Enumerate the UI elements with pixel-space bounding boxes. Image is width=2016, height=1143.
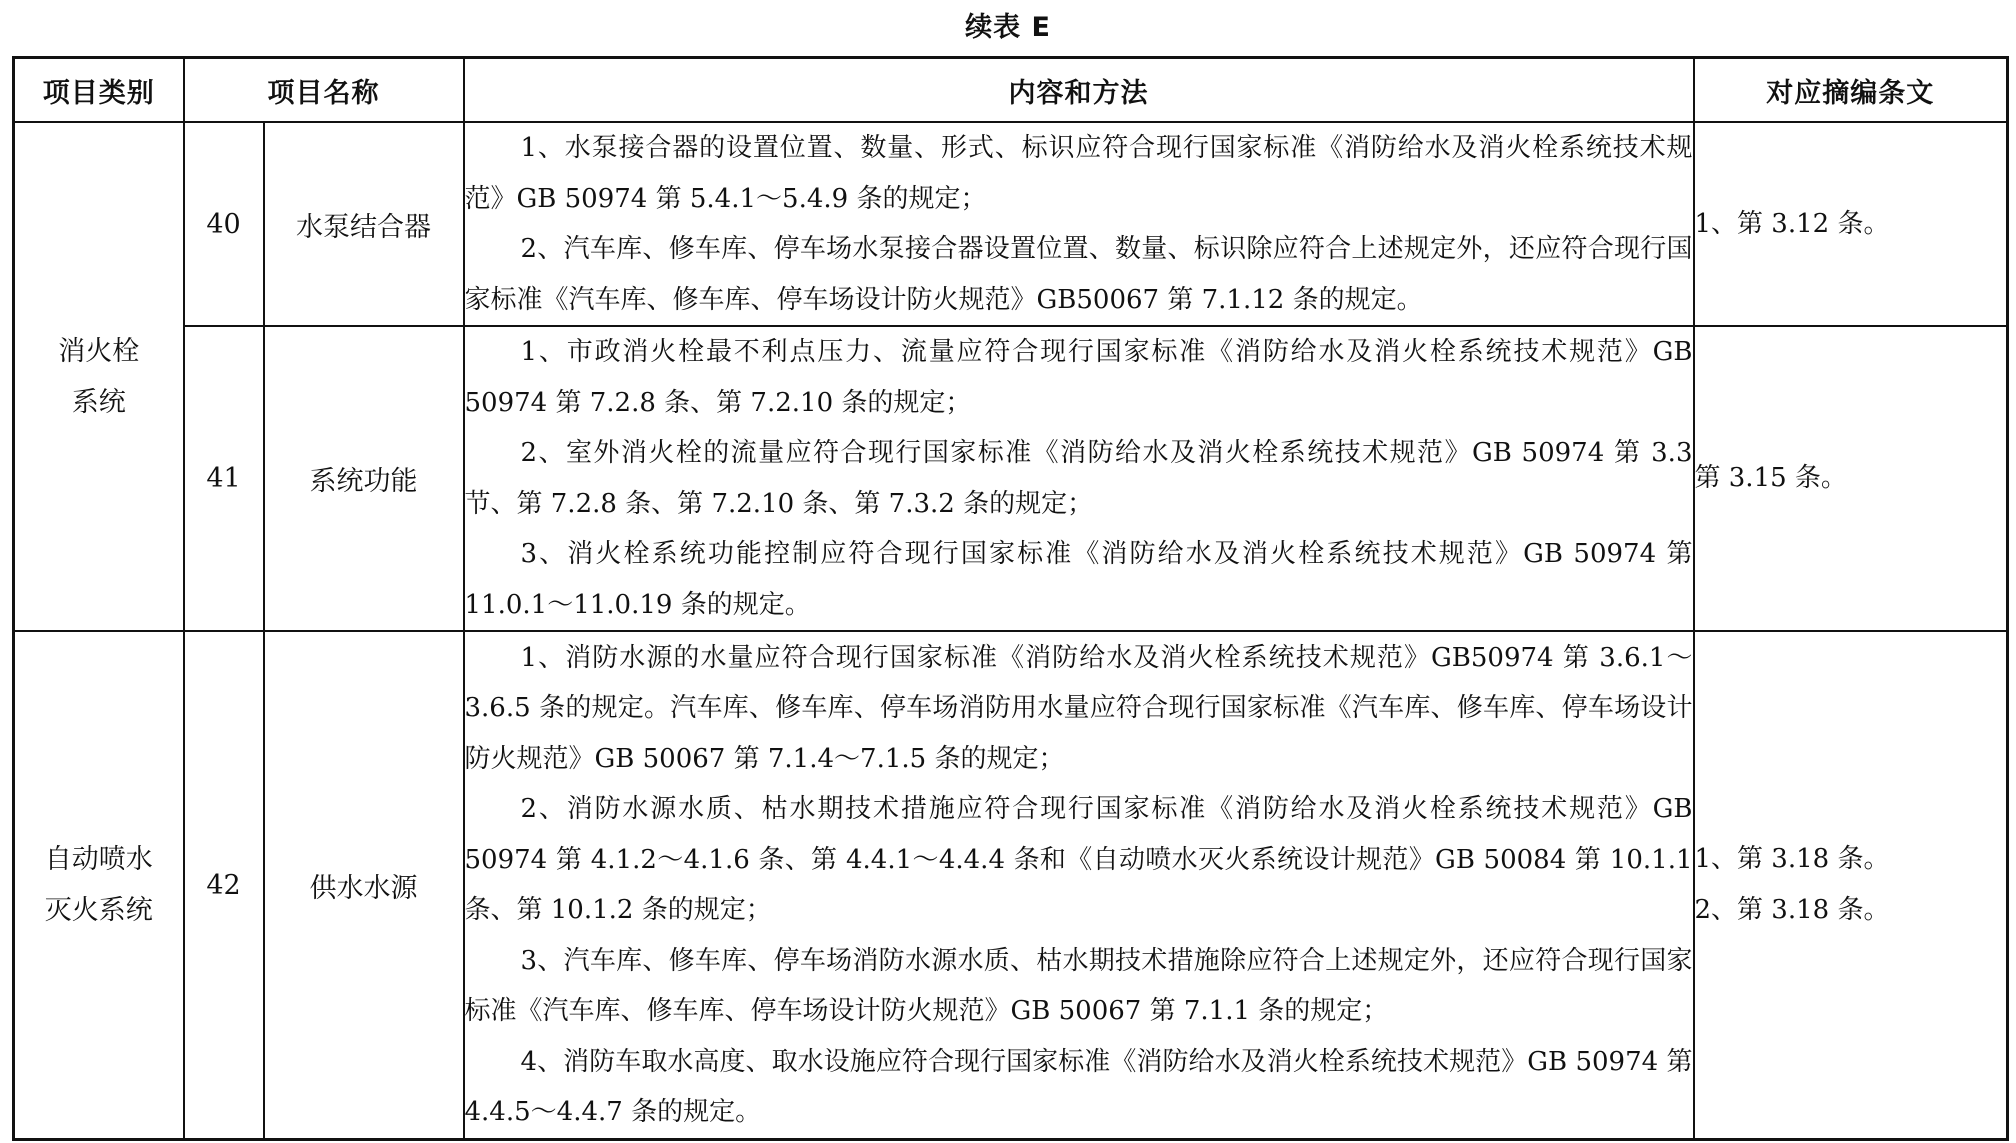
table-row xyxy=(14,122,2008,326)
table-caption: 续表 E xyxy=(965,12,1051,43)
table-header-row xyxy=(14,58,2008,123)
category-cell xyxy=(14,631,184,1140)
item-name: 系统功能 xyxy=(264,326,464,631)
reference-line: 1、第 3.12 条。 xyxy=(1694,208,1890,239)
content-cell xyxy=(464,631,1694,1140)
item-name: 供水水源 xyxy=(264,631,464,1140)
content-paragraph: 1、水泵接合器的设置位置、数量、形式、标识应符合现行国家标准《消防给水及消火栓系统技术规范》GB 50974 第 5.4.1～5.4.9 条的规定； xyxy=(464,133,1693,214)
table-row xyxy=(14,631,2008,1140)
header-content: 内容和方法 xyxy=(464,58,1694,123)
category-cell xyxy=(14,122,184,631)
header-reference: 对应摘编条文 xyxy=(1694,58,2008,123)
content-cell xyxy=(464,122,1694,326)
category-line: 灭火系统 xyxy=(44,895,153,926)
content-paragraph: 2、汽车库、修车库、停车场水泵接合器设置位置、数量、标识除应符合上述规定外，还应符合现行国家标准《汽车库、修车库、停车场设计防火规范》GB50067 第 7.1.12 条的规定。 xyxy=(464,234,1693,315)
content-cell xyxy=(464,326,1694,631)
reference-cell xyxy=(1694,326,2008,631)
reference-cell xyxy=(1694,631,2008,1140)
content-paragraph: 3、消火栓系统功能控制应符合现行国家标准《消防给水及消火栓系统技术规范》GB 50974 第 11.0.1～11.0.19 条的规定。 xyxy=(464,539,1693,620)
header-item-name: 项目名称 xyxy=(184,58,464,123)
reference-cell xyxy=(1694,122,2008,326)
content-paragraph: 1、消防水源的水量应符合现行国家标准《消防给水及消火栓系统技术规范》GB50974 第 3.6.1～3.6.5 条的规定。汽车库、修车库、停车场消防用水量应符合现行国家标准《汽车库、修车库、停车场设计防火规范》GB 50067 第 7.1.4～7.1.5 条的规定； xyxy=(464,642,1693,774)
table-row xyxy=(14,326,2008,631)
content-paragraph: 1、市政消火栓最不利点压力、流量应符合现行国家标准《消防给水及消火栓系统技术规范》GB 50974 第 7.2.8 条、第 7.2.10 条的规定； xyxy=(464,337,1693,418)
item-number: 41 xyxy=(184,326,264,631)
content-paragraph: 4、消防车取水高度、取水设施应符合现行国家标准《消防给水及消火栓系统技术规范》GB 50974 第 4.4.5～4.4.7 条的规定。 xyxy=(464,1046,1693,1127)
item-number: 40 xyxy=(184,122,264,326)
reference-line: 第 3.15 条。 xyxy=(1694,463,1847,493)
content-paragraph: 2、室外消火栓的流量应符合现行国家标准《消防给水及消火栓系统技术规范》GB 50974 第 3.3 节、第 7.2.8 条、第 7.2.10 条、第 7.3.2 条的规定； xyxy=(464,438,1693,519)
item-name: 水泵结合器 xyxy=(264,122,464,326)
category-line: 自动喷水 xyxy=(44,844,153,875)
item-number: 42 xyxy=(184,631,264,1140)
content-paragraph: 3、汽车库、修车库、停车场消防水源水质、枯水期技术措施除应符合上述规定外，还应符合现行国家标准《汽车库、修车库、停车场设计防火规范》GB 50067 第 7.1.1 条的规定； xyxy=(464,945,1693,1026)
specification-table xyxy=(12,56,2009,1141)
category-line: 系统 xyxy=(71,386,126,418)
reference-line: 2、第 3.18 条。 xyxy=(1694,895,1890,925)
header-category: 项目类别 xyxy=(14,58,184,123)
content-paragraph: 2、消防水源水质、枯水期技术措施应符合现行国家标准《消防给水及消火栓系统技术规范》GB 50974 第 4.1.2～4.1.6 条、第 4.4.1～4.4.4 条和《自动喷水灭火系统设计规范》GB 50084 第 10.1.1 条、第 10.1.2 条的规定； xyxy=(464,794,1693,925)
reference-line: 1、第 3.18 条。 xyxy=(1694,844,1890,874)
category-line: 消火栓 xyxy=(58,335,140,367)
